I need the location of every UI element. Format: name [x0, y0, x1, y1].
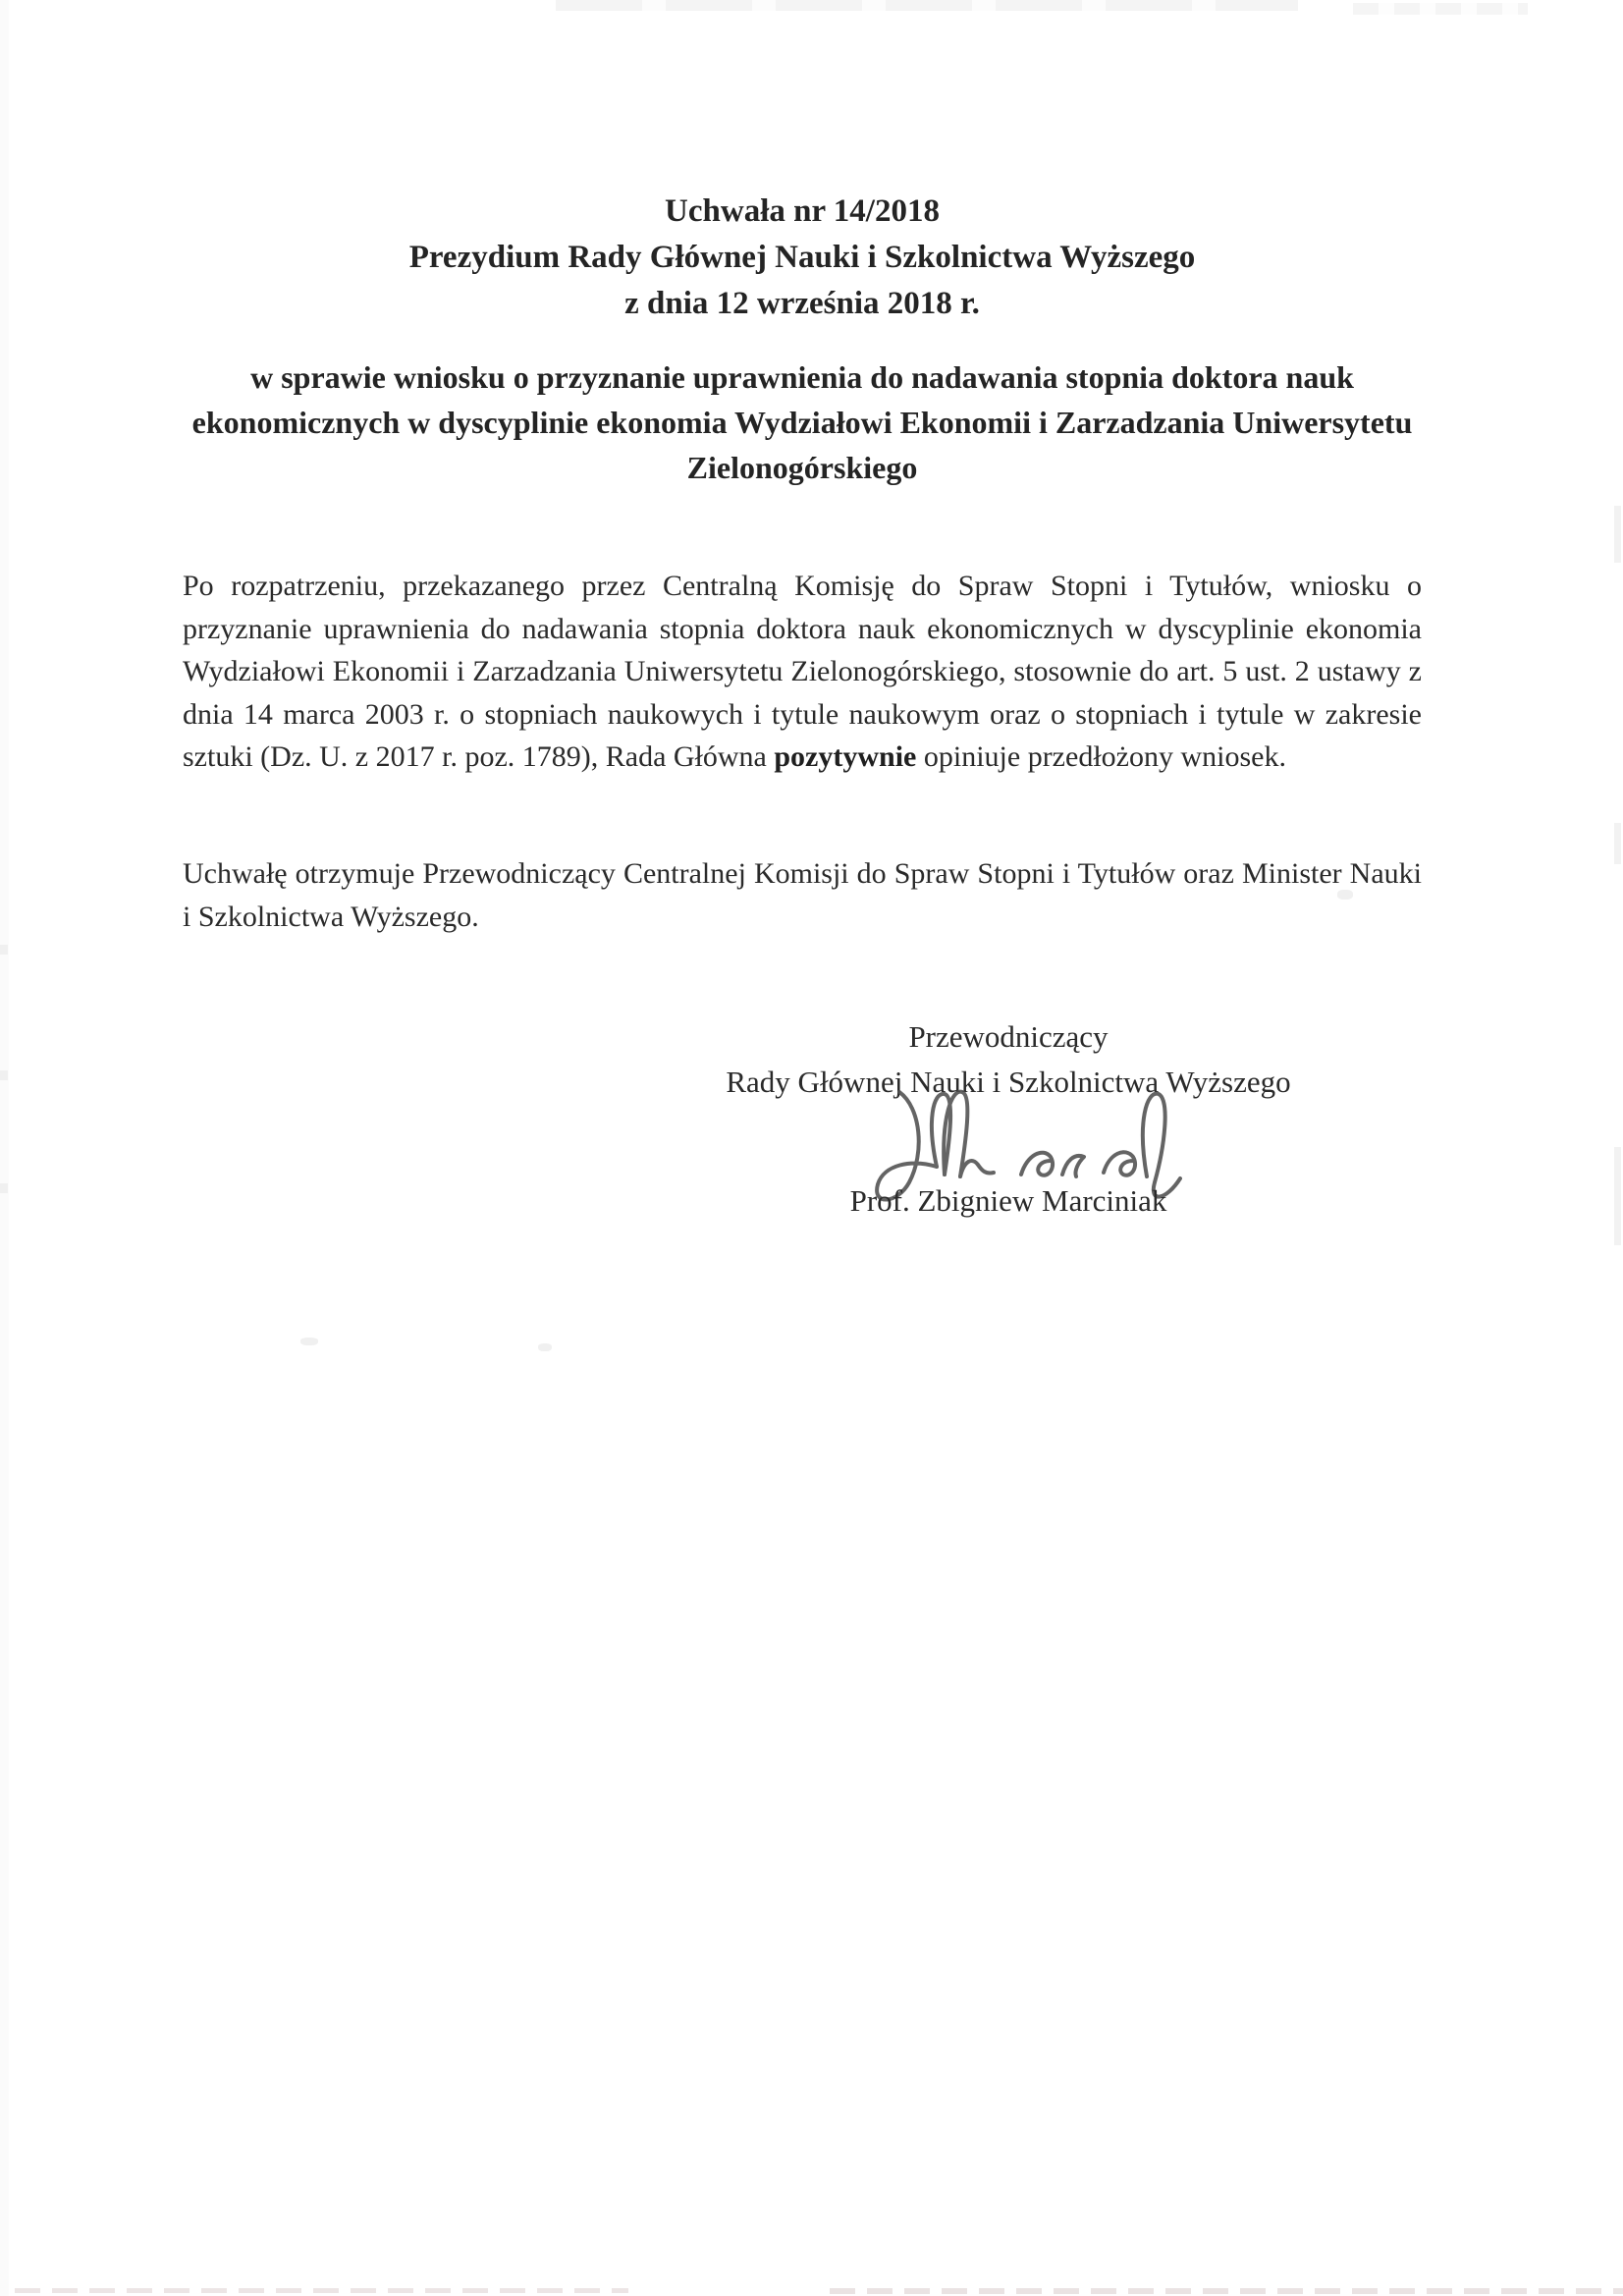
title-line-issuer: Prezydium Rady Głównej Nauki i Szkolnictwa Wyższego: [408, 240, 1196, 275]
scan-artifact-bottom-edge: [15, 2288, 628, 2293]
scan-artifact-top-edge: [556, 0, 1298, 11]
body-paragraph-1: [183, 565, 1422, 779]
scan-artifact-bottom-edge: [830, 2288, 1623, 2294]
paragraph-1-closing: opiniuje przedłożony wniosek.: [916, 740, 1286, 773]
scan-artifact-right-edge: [1614, 823, 1621, 864]
title-block: [183, 189, 1422, 327]
paragraph-1-text: Po rozpatrzeniu, przekazanego przez Centralną Komisję do Spraw Stopni i Tytułów, wniosku o przyznanie uprawnienia do nadawania stopnia doktora nauk ekonomicznych w dyscyplinie ekonomia Wydziałowi Ekonomii i Zarzadzania Uniwersytetu Zielonogórskiego, stosownie do art. 5 ust. 2 ustawy z dnia 14 marca 2003 r. o stopniach naukowych i tytule naukowym oraz o stopniach i tytule w zakresie sztuki (Dz. U. z 2017 r. poz. 1789), Rada Główna: [183, 570, 1422, 773]
title-line-number: Uchwała nr 14/2018: [665, 193, 940, 229]
body-paragraph-2: Uchwałę otrzymuje Przewodniczący Centralnej Komisji do Spraw Stopni i Tytułów oraz Minister Nauki i Szkolnictwa Wyższego.: [183, 857, 1422, 933]
title-line-date: z dnia 12 września 2018 r.: [624, 286, 980, 321]
signature-role-line-2: Rady Głównej Nauki i Szkolnictwa Wyższego: [726, 1065, 1291, 1099]
signature-role-line-1: Przewodniczący: [908, 1019, 1109, 1054]
scan-artifact-right-edge: [1614, 1147, 1621, 1245]
scan-artifact-top-right: [1353, 3, 1528, 15]
scan-artifact-right-edge: [1614, 506, 1621, 563]
scan-artifact-left-edge: [0, 0, 9, 2296]
emphasis-pozytywnie: pozytywnie: [774, 740, 917, 773]
scan-artifact-speck: [0, 1070, 8, 1080]
scan-artifact-speck: [0, 1183, 8, 1193]
scan-artifact-speck: [0, 945, 8, 955]
signatory-name: Prof. Zbigniew Marciniak: [849, 1183, 1167, 1218]
scan-artifact-speck: [538, 1343, 552, 1351]
subject-heading: w sprawie wniosku o przyznanie uprawnienia do nadawania stopnia doktora nauk ekonomicznych w dyscyplinie ekonomia Wydziałowi Ekonomii i Zarzadzania Uniwersytetu Zielonogórskiego: [191, 359, 1413, 485]
scan-artifact-speck: [300, 1338, 318, 1345]
